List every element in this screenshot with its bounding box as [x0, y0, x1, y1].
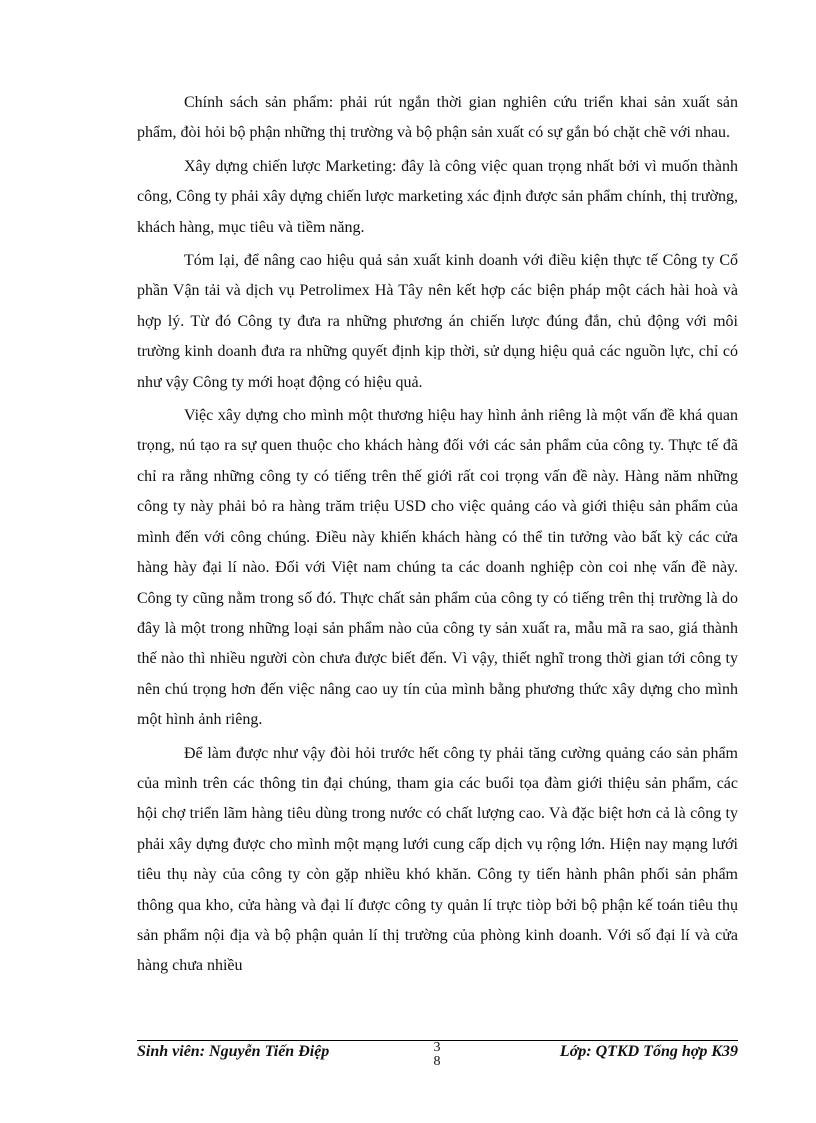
paragraph-summary: Tóm lại, để nâng cao hiệu quả sản xuất kinh doanh với điều kiện thực tế Công ty Cổ phần Vận tải và dịch vụ Petrolimex Hà Tây nên kết hợp các biện pháp một cách hài hoà và hợp lý. Từ đó Công ty đưa ra những phương án chiến lược đúng đắn, chủ động với môi trường kinh doanh đưa ra những quyết định kịp thời, sử dụng hiệu quả các nguồn lực, chỉ có như vậy Công ty mới hoạt động có hiệu quả.: [137, 252, 738, 391]
paragraph-marketing-strategy: Xây dựng chiến lược Marketing: đây là công việc quan trọng nhất bởi vì muốn thành công, Công ty phải xây dựng chiến lược marketing xác định được sản phẩm chính, thị trường, khách hàng, mục tiêu và tiềm năng.: [137, 157, 738, 236]
page-number-top: 3: [433, 1040, 441, 1055]
body-text: [137, 88, 738, 985]
paragraph-advertising: Để làm được như vậy đòi hỏi trước hết công ty phải tăng cường quảng cáo sản phẩm của mình trên các thông tin đại chúng, tham gia các buổi tọa đàm giới thiệu sản phẩm, các hội chợ triển lãm hàng tiêu dùng trong nước có chất lượng cao. Và đặc biệt hơn cả là công ty phải xây dựng được cho mình một mạng lưới cung cấp dịch vụ rộng lớn. Hiện nay mạng lưới tiêu thụ này của công ty còn gặp nhiều khó khăn. Công ty tiến hành phân phối sản phẩm thông qua kho, cửa hàng và đại lí được công ty quản lí trực tiòp bởi bộ phận kế toán tiêu thụ sản phẩm nội địa và bộ phận quản lí thị trường của phòng kinh doanh. Với số đại lí và cửa hàng chưa nhiều: [137, 744, 738, 975]
paragraph-brand-building: Việc xây dựng cho mình một thương hiệu hay hình ảnh riêng là một vấn đề khá quan trọng, nú tạo ra sự quen thuộc cho khách hàng đối với các sản phẩm của công ty. Thực tế đã chỉ ra rằng những công ty có tiếng trên thế giới rất coi trọng vấn đề này. Hàng năm những công ty này phải bỏ ra hàng trăm triệu USD cho việc quảng cáo và giới thiệu sản phẩm của mình đến với công chúng. Điều này khiến khách hàng có thể tin tưởng vào bất kỳ các cửa hàng hày đại lí nào. Đối với Việt nam chúng ta các doanh nghiệp còn coi nhẹ vấn đề này. Công ty cũng nằm trong số đó. Thực chất sản phẩm của công ty có tiếng trên thị trường là do đây là một trong những loại sản phẩm nào của công ty sản xuất ra, mẫu mã ra sao, giá thành thế nào thì nhiều người còn chưa được biết đến. Vì vậy, thiết nghĩ trong thời gian tới công ty nên chú trọng hơn đến việc nâng cao uy tín của mình bằng phương thức xây dựng cho mình một hình ảnh riêng.: [137, 407, 738, 729]
footer-class-label: Lớp: QTKD Tổng hợp K39: [559, 1043, 738, 1060]
page-footer: [137, 1041, 738, 1081]
footer-student-name: Sinh viên: Nguyễn Tiến Điệp: [137, 1043, 330, 1060]
page-number: [427, 1041, 447, 1069]
paragraph-product-policy: Chính sách sản phẩm: phải rút ngắn thời gian nghiên cứu triển khai sản xuất sản phẩm, đòi hỏi bộ phận những thị trường và bộ phận sản xuất có sự gắn bó chặt chẽ với nhau.: [137, 94, 738, 142]
page-number-bottom: 8: [433, 1054, 441, 1069]
